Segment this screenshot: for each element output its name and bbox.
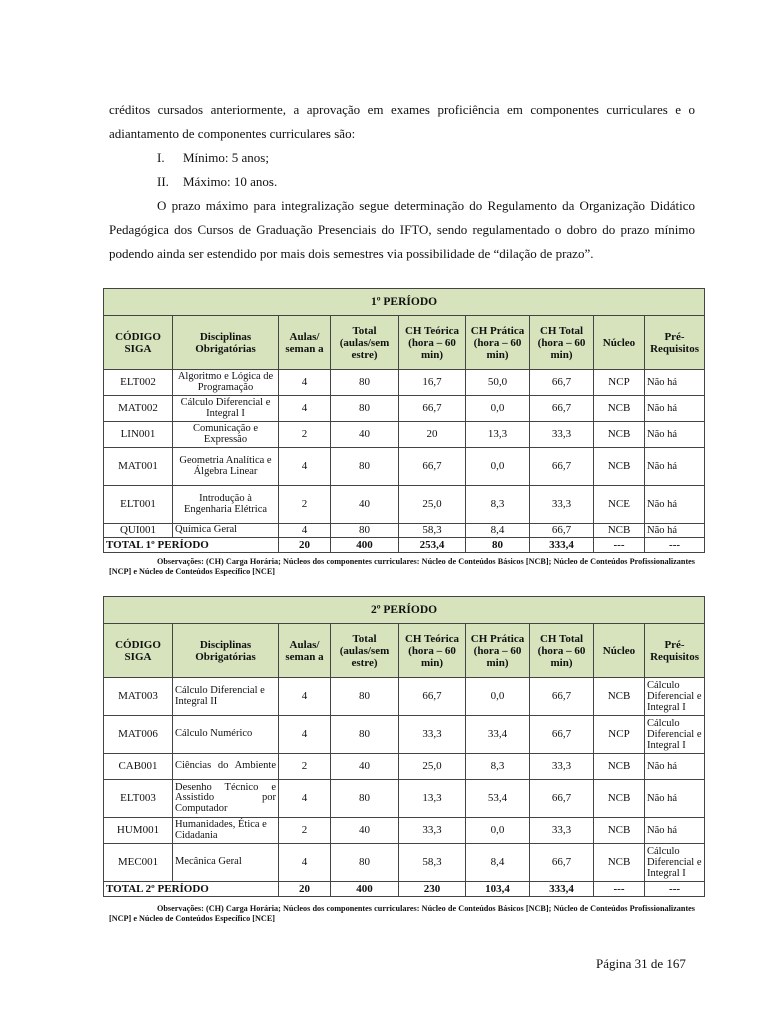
header-ch-pratica: CH Prática (hora – 60 min) — [466, 316, 530, 370]
intro-paragraph-2: O prazo máximo para integralização segue determinação do Regulamento da Organização Didático Pedagógica dos Cursos de Graduação Presenciais do IFTO, sendo regulamentado o dobro do prazo mínimo podendo ainda ser estendido por mais dois semestres via possibilidade de “dilação de prazo”. — [109, 198, 695, 261]
period-1-table — [103, 288, 705, 553]
period-2-observations: Observações: (CH) Carga Horária; Núcleos dos componentes curriculares: Núcleo de Conteúdos Básicos [NCB]; Núcleo de Conteúdos Profissionalizantes [NCP] e Núcleo de Conteúdos Específico [NCE] — [109, 904, 695, 923]
period-2-table — [103, 596, 705, 897]
header-pre: Pré-Requisitos — [645, 316, 705, 370]
table-row: ELT001 Introdução à Engenharia Elétrica 2 40 25,0 8,3 33,3 NCE Não há — [104, 486, 705, 524]
period-2-title: 2º PERÍODO — [104, 597, 705, 624]
header-pre: Pré-Requisitos — [645, 624, 705, 678]
header-codigo: CÓDIGO SIGA — [104, 316, 173, 370]
list-item: I. Mínimo: 5 anos; — [157, 150, 269, 165]
header-disciplinas: Disciplinas Obrigatórias — [173, 316, 279, 370]
header-ch-teorica: CH Teórica (hora – 60 min) — [399, 316, 466, 370]
header-nucleo: Núcleo — [594, 316, 645, 370]
table-row: MAT003 Cálculo Diferencial e Integral II 4 80 66,7 0,0 66,7 NCB Cálculo Diferencial e Integral I — [104, 678, 705, 716]
table-row: LIN001 Comunicação e Expressão 2 40 20 13,3 33,3 NCB Não há — [104, 422, 705, 448]
table-row: MAT002 Cálculo Diferencial e Integral I 4 80 66,7 0,0 66,7 NCB Não há — [104, 396, 705, 422]
period-1-title: 1º PERÍODO — [104, 289, 705, 316]
header-total: Total (aulas/sem estre) — [331, 624, 399, 678]
table-row: MEC001 Mecânica Geral 4 80 58,3 8,4 66,7 NCB Cálculo Diferencial e Integral I — [104, 844, 705, 882]
header-ch-total: CH Total (hora – 60 min) — [530, 624, 594, 678]
table-row: MAT006 Cálculo Numérico 4 80 33,3 33,4 66,7 NCP Cálculo Diferencial e Integral I — [104, 716, 705, 754]
header-ch-total: CH Total (hora – 60 min) — [530, 316, 594, 370]
list-item: II. Máximo: 10 anos. — [157, 174, 278, 189]
header-codigo: CÓDIGO SIGA — [104, 624, 173, 678]
intro-text — [109, 98, 695, 266]
table-row: CAB001 Ciências do Ambiente 2 40 25,0 8,3 33,3 NCB Não há — [104, 754, 705, 780]
header-ch-pratica: CH Prática (hora – 60 min) — [466, 624, 530, 678]
page-number: Página 31 de 167 — [596, 956, 686, 971]
table-row: ELT003 Desenho Técnico e Assistido por Computador 4 80 13,3 53,4 66,7 NCB Não há — [104, 780, 705, 818]
header-disciplinas: Disciplinas Obrigatórias — [173, 624, 279, 678]
intro-paragraph-1: créditos cursados anteriormente, a aprovação em exames proficiência em componentes curriculares e o adiantamento de componentes curriculares são: — [109, 102, 695, 141]
header-aulas: Aulas/ seman a — [279, 624, 331, 678]
table-row: HUM001 Humanidades, Ética e Cidadania 2 40 33,3 0,0 33,3 NCB Não há — [104, 818, 705, 844]
header-aulas: Aulas/ seman a — [279, 316, 331, 370]
header-ch-teorica: CH Teórica (hora – 60 min) — [399, 624, 466, 678]
table-row: MAT001 Geometria Analítica e Álgebra Linear 4 80 66,7 0,0 66,7 NCB Não há — [104, 448, 705, 486]
table-row: QUI001 Química Geral 4 80 58,3 8,4 66,7 NCB Não há — [104, 524, 705, 538]
total-row: TOTAL 1º PERÍODO 20 400 253,4 80 333,4 --- --- — [104, 538, 705, 553]
total-row: TOTAL 2º PERÍODO 20 400 230 103,4 333,4 --- --- — [104, 882, 705, 897]
table-row: ELT002 Algoritmo e Lógica de Programação 4 80 16,7 50,0 66,7 NCP Não há — [104, 370, 705, 396]
period-1-observations: Observações: (CH) Carga Horária; Núcleos dos componentes curriculares: Núcleo de Conteúdos Básicos [NCB]; Núcleo de Conteúdos Profissionalizantes [NCP] e Núcleo de Conteúdos Específico [NCE] — [109, 557, 695, 576]
header-nucleo: Núcleo — [594, 624, 645, 678]
header-total: Total (aulas/sem estre) — [331, 316, 399, 370]
